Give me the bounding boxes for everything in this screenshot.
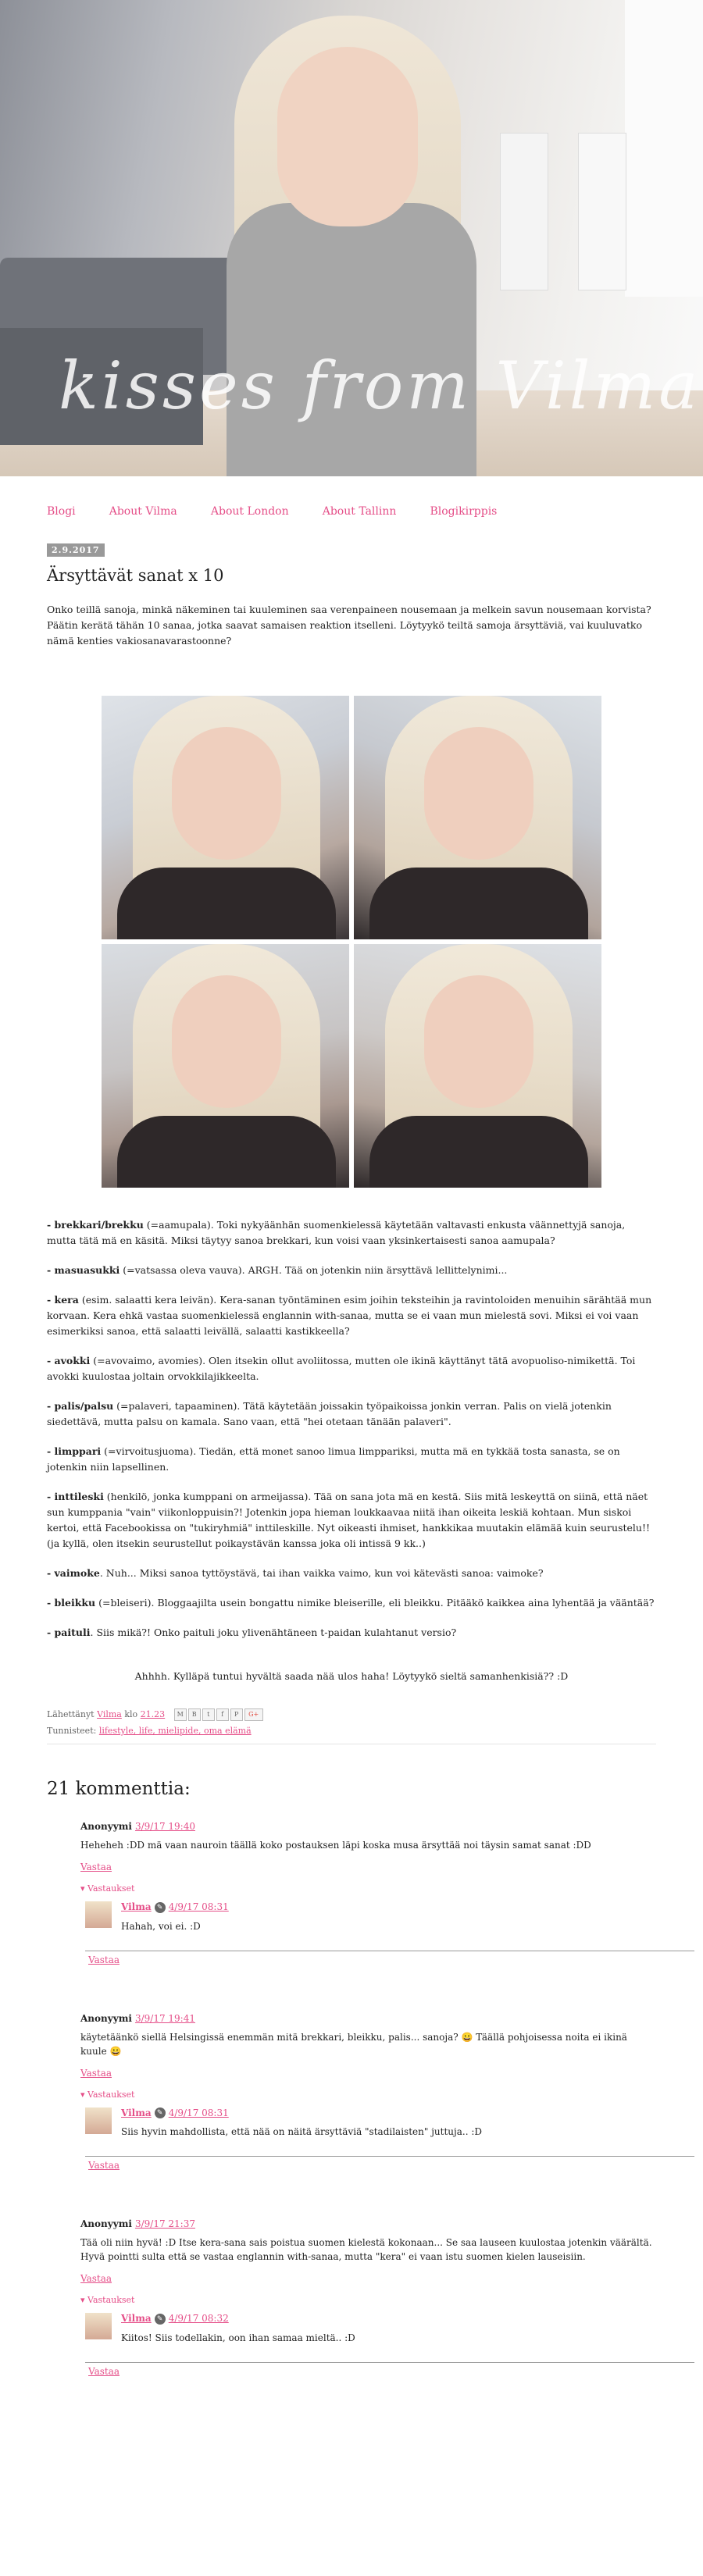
blog-author-icon: ✎ [155, 2107, 166, 2118]
nav-blogikirppis[interactable]: Blogikirppis [430, 505, 498, 518]
reply-text: Siis hyvin mahdollista, että nää on näitä ärsyttäviä "stadilaisten" juttuja.. :D [121, 2126, 482, 2137]
word-paragraph [47, 1353, 656, 1384]
word-term: - paituli [47, 1626, 91, 1638]
comment-header [80, 1821, 656, 1832]
reply-link[interactable]: Vastaa [80, 1862, 112, 1872]
reply-item [85, 2107, 656, 2138]
portrait-sweater [227, 203, 476, 476]
word-term: - masuasukki [47, 1264, 120, 1276]
word-paragraph [47, 1444, 656, 1475]
post-photo[interactable] [102, 696, 349, 939]
post-title[interactable]: Ärsyttävät sanat x 10 [47, 566, 224, 585]
post-photo[interactable] [354, 696, 601, 939]
reply-author-link[interactable]: Vilma [121, 2107, 152, 2118]
post-labels [47, 1726, 656, 1744]
pinterest-share-icon[interactable]: P [230, 1708, 243, 1721]
word-paragraph [47, 1292, 656, 1339]
triangle-down-icon: ▾ [80, 2295, 88, 2305]
divider [85, 2362, 694, 2363]
word-paragraph [47, 1217, 656, 1249]
word-term: - bleikku [47, 1597, 96, 1609]
reply-link[interactable]: Vastaa [88, 1954, 120, 1965]
replies-toggle-label: Vastaukset [87, 2295, 135, 2305]
word-term: - kera [47, 1294, 79, 1306]
reply-item [85, 2313, 656, 2343]
word-term: - avokki [47, 1355, 91, 1366]
comment-time-link[interactable]: 3/9/17 21:37 [134, 2218, 195, 2229]
replies-toggle[interactable] [80, 2090, 656, 2100]
reply-link[interactable]: Vastaa [88, 2365, 120, 2377]
share-bar [174, 1708, 265, 1721]
word-term: - vaimoke [47, 1567, 100, 1579]
post-body [47, 1217, 656, 1641]
comment-time-link[interactable]: 3/9/17 19:40 [134, 1821, 195, 1832]
reply-text: Hahah, voi ei. :D [121, 1920, 201, 1932]
replies-toggle[interactable] [80, 2295, 656, 2305]
reply-header [121, 2313, 355, 2325]
word-description: (=bleiseri). Bloggaajilta usein bongattu nimike bleiserille, eli bleikku. Pitääkö kaikkea aina lyhentää ja vääntää? [95, 1597, 655, 1609]
triangle-down-icon: ▾ [80, 1883, 88, 1894]
main-nav [0, 476, 703, 539]
author-link[interactable]: Vilma [97, 1709, 122, 1719]
reply-text: Kiitos! Siis todellakin, oon ihan samaa mieltä.. :D [121, 2332, 355, 2343]
reply-time-link[interactable]: 4/9/17 08:31 [168, 2107, 229, 2118]
avatar[interactable] [85, 2313, 112, 2339]
word-description: (=palaveri, tapaaminen). Tätä käytetään joissakin työpaikoissa jonkin verran. Palis on vielä jotenkin siedettävä, mutta palsu on kamala. Sano vaan, että "hei otetaan tänään palaveri". [47, 1400, 612, 1427]
word-paragraph [47, 1566, 656, 1581]
word-description: (=aamupala). Toki nykyäänhän suomenkielessä käytetään valtavasti enkusta väännettyjä sanoja, mutta tätä mä en käsitä. Miksi täytyy sanoa brekkari, kun voisi vaan yksinkertaisesti sanoa aamupala? [47, 1219, 626, 1246]
word-description: (=virvoitusjuoma). Tiedän, että monet sanoo limua limppariksi, mutta mä en tykkää tosta sanasta, se on jotenkin niin lapsellinen. [47, 1445, 620, 1473]
word-paragraph [47, 1398, 656, 1430]
word-paragraph [47, 1595, 656, 1611]
reply-time-link[interactable]: 4/9/17 08:32 [168, 2313, 229, 2324]
comment-text: Heheheh :DD mä vaan nauroin täällä koko postauksen läpi koska musa ärsyttää noi täysin samat sanat :DD [80, 1840, 591, 1851]
comment-header [80, 2218, 656, 2229]
avatar[interactable] [85, 2107, 112, 2134]
post-photo[interactable] [102, 944, 349, 1188]
email-share-icon[interactable]: M [174, 1708, 187, 1721]
blog-author-icon: ✎ [155, 1902, 166, 1913]
reply-item [85, 1901, 656, 1932]
chair-decor [578, 133, 626, 290]
at-label: klo [124, 1709, 138, 1719]
window-decor [625, 0, 703, 297]
photo-collage [102, 696, 601, 1188]
comment-author: Anonyymi [80, 1821, 132, 1832]
word-description: . Siis mikä?! Onko paituli joku ylivenähtäneen t-paidan kulahtanut versio? [90, 1626, 457, 1638]
post-meta [47, 1708, 656, 1721]
nav-about-tallinn[interactable]: About Tallinn [322, 505, 397, 518]
comment-text: Tää oli niin hyvä! :D Itse kera-sana sais poistua suomen kielestä kokonaan... Se saa lauseen kuulostaa jotenkin väärältä. Hyvä pointti sulta että se vastaa englannin with-sanaa, mutta "kera" ei vaan istu suomen kielen lauseisiin. [80, 2237, 652, 2262]
word-term: - brekkari/brekku [47, 1219, 144, 1231]
word-description: . Nuh... Miksi sanoa tyttöystävä, tai ihan vaikka vaimo, kun voi kätevästi sanoa: vaimoke? [99, 1567, 544, 1579]
comment-author: Anonyymi [80, 2218, 132, 2229]
word-description: (henkilö, jonka kumppani on armeijassa). Tää on sana jota mä en kestä. Siis mitä leskeyttä on siinä, että näet sun kumppania "vain" viikonloppuisin?! Jotenkin jopa hieman loukkaavaa niitä ihan oikeita leskiä kohtaan. Mun siskoi kertoi, että Facebookissa on "tukiryhmiä" inttileskille. Nyt oikeasti ihmiset, hankkikaa muutakin elämää kuin seurustelu!! (ja kyllä, olen itsekin seurustellut poikaystävän kanssa joka oli intissä 9 kk..) [47, 1491, 650, 1549]
nav-about-london[interactable]: About London [210, 505, 289, 518]
post-intro: Onko teillä sanoja, minkä näkeminen tai kuuleminen saa verenpaineen nousemaan ja melkein savun nousemaan korvista? Päätin kerätä tähän 10 sanaa, jotka saavat samaisen reaktion itselleni. Löytyykö teiltä samoja ärsyttäviä, vai kuuluvatko nämä kenties vakiosanavarastoonne? [47, 604, 651, 647]
blog-author-icon: ✎ [155, 2314, 166, 2325]
post-photo[interactable] [354, 944, 601, 1188]
word-description: (=vatsassa oleva vauva). ARGH. Tää on jotenkin niin ärsyttävä lellittelynimi... [120, 1264, 508, 1276]
post-date: 2.9.2017 [47, 543, 105, 557]
reply-author-link[interactable]: Vilma [121, 1901, 152, 1912]
blog-title: kisses from Vilma [59, 347, 701, 424]
labels-links[interactable]: lifestyle, life, mielipide, oma elämä [98, 1726, 252, 1736]
blog-share-icon[interactable]: B [188, 1708, 201, 1721]
word-paragraph [47, 1489, 656, 1552]
reply-link[interactable]: Vastaa [80, 2067, 112, 2079]
comment-thread [80, 2013, 656, 2172]
post-time-link[interactable]: 21.23 [140, 1709, 166, 1719]
triangle-down-icon: ▾ [80, 2089, 88, 2100]
comments-title: 21 kommenttia: [47, 1779, 191, 1799]
labels-prefix: Tunnisteet: [47, 1726, 97, 1736]
word-description: (esim. salaatti kera leivän). Kera-sanan työntäminen esim joihin teksteihin ja ravintoloiden menuihin särähtää mun korvaan. Kera ehkä vastaa suomenkielessä englannin with-sanaa, mutta se ei vaan mun mielestä sovi. Miksi ei voi vaan esimerkiksi sanoa, että salaatti leivällä, salaatti kastikkeella? [47, 1294, 652, 1337]
avatar[interactable] [85, 1901, 112, 1928]
chair-decor [500, 133, 548, 290]
divider [85, 2156, 694, 2157]
comment-header [80, 2013, 656, 2024]
comment-time-link[interactable]: 3/9/17 19:41 [134, 2012, 195, 2024]
google-plus-share-icon[interactable]: G+ [244, 1708, 263, 1721]
blog-header-image[interactable] [0, 0, 703, 476]
nav-about-vilma[interactable]: About Vilma [109, 505, 177, 518]
word-paragraph [47, 1625, 656, 1641]
comment-author: Anonyymi [80, 2012, 132, 2024]
word-paragraph [47, 1263, 656, 1278]
comment-text: käytetäänkö siellä Helsingissä enemmän mitä brekkari, bleikku, palis... sanoja? 😀 Täällä pohjoisessa noita ei ikinä kuule 😀 [80, 2031, 627, 2057]
reply-author-link[interactable]: Vilma [121, 2313, 152, 2324]
comment-thread [80, 2218, 656, 2378]
word-term: - inttileski [47, 1491, 104, 1502]
post-closing: Ahhhh. Kylläpä tuntui hyvältä saada nää ulos haha! Löytyykö sieltä samanhenkisiä?? :D [134, 1670, 569, 1682]
posted-by-label: Lähettänyt [47, 1709, 95, 1719]
reply-link[interactable]: Vastaa [88, 2160, 120, 2171]
word-term: - palis/palsu [47, 1400, 114, 1412]
twitter-share-icon[interactable]: t [202, 1708, 215, 1721]
nav-blogi[interactable]: Blogi [47, 505, 76, 518]
reply-link[interactable]: Vastaa [80, 2273, 112, 2284]
comment-thread [80, 1821, 656, 1966]
portrait-face [277, 47, 418, 226]
word-term: - limppari [47, 1445, 102, 1457]
replies-toggle-label: Vastaukset [87, 2089, 135, 2100]
replies-toggle[interactable] [80, 1883, 656, 1894]
post-content [0, 539, 703, 2378]
word-description: (=avovaimo, avomies). Olen itsekin ollut avoliitossa, mutten ole ikinä käyttänyt tätä avopuoliso-nimikettä. Toi avokki kuulostaa joltain orvokkilajikkeelta. [47, 1355, 636, 1382]
replies-toggle-label: Vastaukset [87, 1883, 135, 1894]
facebook-share-icon[interactable]: f [216, 1708, 229, 1721]
reply-header [121, 2107, 482, 2119]
reply-time-link[interactable]: 4/9/17 08:31 [168, 1901, 229, 1912]
reply-header [121, 1901, 229, 1913]
